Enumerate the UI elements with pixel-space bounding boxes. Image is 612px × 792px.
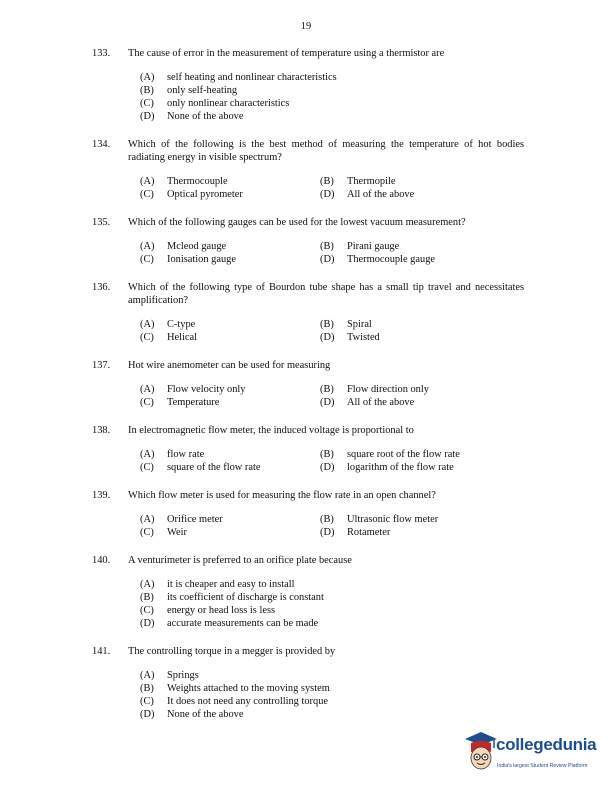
option-d <box>320 461 520 474</box>
option-letter: (B) <box>320 319 334 330</box>
question-139 <box>92 489 524 539</box>
question-number: 137. <box>92 360 111 371</box>
option-text: Temperature <box>167 397 220 408</box>
option-letter: (D) <box>320 254 335 265</box>
option-letter: (A) <box>140 449 155 460</box>
option-letter: (A) <box>140 176 155 187</box>
option-text: Ionisation gauge <box>167 254 236 265</box>
question-number: 138. <box>92 425 111 436</box>
option-letter: (A) <box>140 72 155 83</box>
option-text: Pirani gauge <box>347 241 400 252</box>
option-a <box>140 448 320 461</box>
question-136 <box>92 281 524 344</box>
option-text: Mcleod gauge <box>167 241 227 252</box>
option-letter: (C) <box>140 527 154 538</box>
option-d <box>140 617 524 630</box>
options-list <box>140 513 524 539</box>
logo-tagline: India's largest Student Review Platform <box>497 763 588 769</box>
options-list <box>140 669 524 721</box>
question-text: Which of the following gauges can be used for the lowest vacuum measurement? <box>128 217 466 228</box>
options-list <box>140 383 524 409</box>
option-c <box>140 604 524 617</box>
option-letter: (C) <box>140 397 154 408</box>
option-c <box>140 396 320 409</box>
options-list <box>140 318 524 344</box>
option-a <box>140 175 320 188</box>
option-text: Thermocouple gauge <box>347 254 435 265</box>
option-letter: (D) <box>320 189 335 200</box>
option-text: Ultrasonic flow meter <box>347 514 439 525</box>
option-text: only self-heating <box>167 85 238 96</box>
option-text: flow rate <box>167 449 205 460</box>
option-text: square root of the flow rate <box>347 449 460 460</box>
option-text: None of the above <box>167 111 244 122</box>
question-134 <box>92 138 524 201</box>
collegedunia-logo <box>464 728 604 780</box>
option-text: Optical pyrometer <box>167 189 243 200</box>
option-letter: (D) <box>320 397 335 408</box>
option-text: logarithm of the flow rate <box>347 462 454 473</box>
option-text: accurate measurements can be made <box>167 618 319 629</box>
option-a <box>140 318 320 331</box>
question-number: 140. <box>92 555 111 566</box>
option-letter: (D) <box>140 111 155 122</box>
option-text: Flow velocity only <box>167 384 246 395</box>
option-c <box>140 461 320 474</box>
option-letter: (A) <box>140 514 155 525</box>
option-d <box>320 188 520 201</box>
option-text: None of the above <box>167 709 244 720</box>
options-list <box>140 240 524 266</box>
option-letter: (B) <box>320 514 334 525</box>
question-text: Which of the following type of Bourdon tube shape has a small tip travel and necessitates amplification? <box>128 282 524 306</box>
question-number: 136. <box>92 282 111 293</box>
options-list <box>140 448 524 474</box>
question-text: In electromagnetic flow meter, the induced voltage is proportional to <box>128 425 414 436</box>
option-c <box>140 253 320 266</box>
question-text: Which of the following is the best method of measuring the temperature of hot bodies radiating energy in visible spectrum? <box>128 139 524 163</box>
option-letter: (B) <box>320 384 334 395</box>
option-c <box>140 188 320 201</box>
option-letter: (C) <box>140 332 154 343</box>
option-text: Orifice meter <box>167 514 223 525</box>
question-text: A venturimeter is preferred to an orifice plate because <box>128 555 352 566</box>
question-text: The controlling torque in a megger is provided by <box>128 646 336 657</box>
option-letter: (B) <box>320 241 334 252</box>
option-b <box>320 240 520 253</box>
question-number: 141. <box>92 646 111 657</box>
option-letter: (B) <box>140 592 154 603</box>
option-c <box>140 695 524 708</box>
option-b <box>140 84 524 97</box>
option-b <box>320 513 520 526</box>
option-d <box>320 331 520 344</box>
option-letter: (C) <box>140 696 154 707</box>
option-a <box>140 71 524 84</box>
option-text: square of the flow rate <box>167 462 261 473</box>
option-letter: (D) <box>140 618 155 629</box>
mascot-icon <box>464 730 498 776</box>
question-text: Hot wire anemometer can be used for measuring <box>128 360 331 371</box>
option-text: Rotameter <box>347 527 391 538</box>
option-d <box>140 708 524 721</box>
option-letter: (D) <box>320 462 335 473</box>
option-letter: (C) <box>140 462 154 473</box>
option-letter: (A) <box>140 384 155 395</box>
option-text: C-type <box>167 319 196 330</box>
option-d <box>320 526 520 539</box>
option-letter: (B) <box>320 176 334 187</box>
option-text: All of the above <box>347 189 415 200</box>
option-letter: (A) <box>140 579 155 590</box>
option-b <box>320 175 520 188</box>
question-138 <box>92 424 524 474</box>
options-list <box>140 71 524 123</box>
question-text: Which flow meter is used for measuring the flow rate in an open channel? <box>128 490 436 501</box>
option-letter: (B) <box>140 683 154 694</box>
page-number: 19 <box>300 21 312 32</box>
question-135 <box>92 216 524 266</box>
options-list <box>140 175 524 201</box>
question-number: 134. <box>92 139 111 150</box>
question-137 <box>92 359 524 409</box>
option-b <box>320 383 520 396</box>
option-letter: (B) <box>140 85 154 96</box>
option-letter: (D) <box>320 527 335 538</box>
option-text: it is cheaper and easy to install <box>167 579 295 590</box>
option-a <box>140 240 320 253</box>
option-letter: (D) <box>320 332 335 343</box>
option-text: Spiral <box>347 319 372 330</box>
option-a <box>140 578 524 591</box>
option-text: Twisted <box>347 332 380 343</box>
option-text: Springs <box>167 670 199 681</box>
option-b <box>320 448 520 461</box>
option-d <box>140 110 524 123</box>
question-text: The cause of error in the measurement of temperature using a thermistor are <box>128 48 445 59</box>
option-b <box>140 591 524 604</box>
option-letter: (A) <box>140 241 155 252</box>
option-a <box>140 669 524 682</box>
option-d <box>320 396 520 409</box>
option-c <box>140 97 524 110</box>
question-number: 135. <box>92 217 111 228</box>
option-b <box>140 682 524 695</box>
option-letter: (C) <box>140 98 154 109</box>
option-c <box>140 331 320 344</box>
question-number: 133. <box>92 48 111 59</box>
option-letter: (B) <box>320 449 334 460</box>
option-letter: (D) <box>140 709 155 720</box>
option-letter: (A) <box>140 319 155 330</box>
option-text: Helical <box>167 332 197 343</box>
option-text: self heating and nonlinear characteristics <box>167 72 337 83</box>
option-c <box>140 526 320 539</box>
option-letter: (A) <box>140 670 155 681</box>
option-letter: (C) <box>140 254 154 265</box>
option-a <box>140 383 320 396</box>
question-140 <box>92 554 524 630</box>
option-b <box>320 318 520 331</box>
option-text: energy or head loss is less <box>167 605 276 616</box>
question-141 <box>92 645 524 721</box>
options-list <box>140 578 524 630</box>
option-letter: (C) <box>140 189 154 200</box>
option-text: It does not need any controlling torque <box>167 696 329 707</box>
option-d <box>320 253 520 266</box>
option-text: Flow direction only <box>347 384 429 395</box>
option-letter: (C) <box>140 605 154 616</box>
option-a <box>140 513 320 526</box>
logo-wordmark: collegedunia <box>496 735 597 754</box>
option-text: Thermopile <box>347 176 396 187</box>
option-text: Weights attached to the moving system <box>167 683 330 694</box>
option-text: Thermocouple <box>167 176 228 187</box>
question-number: 139. <box>92 490 111 501</box>
option-text: its coefficient of discharge is constant <box>167 592 324 603</box>
question-133 <box>92 47 524 123</box>
option-text: only nonlinear characteristics <box>167 98 290 109</box>
option-text: Weir <box>167 527 187 538</box>
option-text: All of the above <box>347 397 415 408</box>
